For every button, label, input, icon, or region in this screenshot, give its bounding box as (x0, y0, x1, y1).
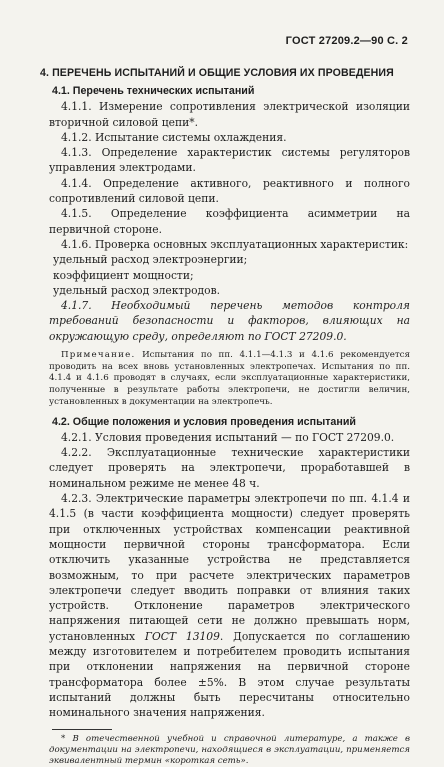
footnote: * В отечественной учебной и справочной литературе, а также в документации на электропечи, находящиеся в эксплуатации, применяется эквивалентный термин «короткая сеть». (49, 734, 410, 767)
item-4-1-1: 4.1.1. Измерение сопротивления электрической изоляции вторичной силовой цепи*. (49, 99, 410, 130)
item-4-2-3-part1: 4.2.3. Электрические параметры электропечи по пп. 4.1.4 и 4.1.5 (в части коэффициента мощности) следует проверять при отключенных устройствах компенсации реактивной мощности первичной стороны трансформатора. Если отключить указанные устройства не представляется возможным, то при расчете электрических параметров электропечи следует вводить поправки от влияния таких устройств. Отклонение параметров электрического напряжения питающей сети не должно превышать норм, установленных (49, 492, 410, 643)
item-4-1-2: 4.1.2. Испытание системы охлаждения. (49, 130, 410, 145)
item-4-2-3 (49, 491, 410, 720)
item-4-2-2: 4.2.2. Эксплуатационные технические характеристики следует проверять на электропечи, проработавшей в номинальном режиме не менее 48 ч. (49, 445, 410, 491)
note-label: Примечание. (61, 350, 135, 360)
note-text: Испытания по пп. 4.1.1—4.1.3 и 4.1.6 рекомендуется проводить на всех вновь установленных электропечах. Испытания по пп. 4.1.4 и 4.1.6 проводят в случаях, если эксплуатационные характеристики, полученные в результате работы электропечи, не достигли величин, установленных в документации на электропечь. (49, 350, 410, 407)
footnote-divider (52, 729, 112, 730)
characteristic-item: удельный расход электроэнергии; (49, 252, 410, 267)
item-4-1-5: 4.1.5. Определение коэффициента асимметрии на первичной стороне. (49, 206, 410, 237)
document-body (49, 84, 410, 767)
section-title: 4. ПЕРЕЧЕНЬ ИСПЫТАНИЙ И ОБЩИЕ УСЛОВИЯ ИХ ПРОВЕДЕНИЯ (40, 67, 410, 79)
item-4-1-6: 4.1.6. Проверка основных эксплуатационных характеристик: (49, 237, 410, 252)
item-4-2-3-part2: . Допускается по соглашению между изготовителем и потребителем проводить испытания при отклонении напряжения на первичной стороне трансформатора более ±5%. В этом случае результаты испытаний должны быть пересчитаны относительно номинального значения напряжения. (49, 630, 410, 719)
item-4-1-4: 4.1.4. Определение активного, реактивного и полного сопротивлений силовой цепи. (49, 176, 410, 207)
item-4-2-1: 4.2.1. Условия проведения испытаний — по ГОСТ 27209.0. (49, 430, 410, 445)
characteristic-item: коэффициент мощности; (49, 268, 410, 283)
item-4-1-7: 4.1.7. Необходимый перечень методов контроля требований безопасности и факторов, влияющих на окружающую среду, определяют по ГОСТ 27209.0. (49, 298, 410, 344)
item-4-1-3: 4.1.3. Определение характеристик системы регуляторов управления электродами. (49, 145, 410, 176)
note (49, 350, 410, 409)
page-header: ГОСТ 27209.2—90 С. 2 (286, 35, 408, 47)
subsection-title-4-2: 4.2. Общие положения и условия проведения испытаний (49, 415, 410, 430)
subsection-title-4-1: 4.1. Перечень технических испытаний (49, 84, 410, 99)
characteristic-item: удельный расход электродов. (49, 283, 410, 298)
gost-reference: ГОСТ 13109 (145, 630, 220, 643)
